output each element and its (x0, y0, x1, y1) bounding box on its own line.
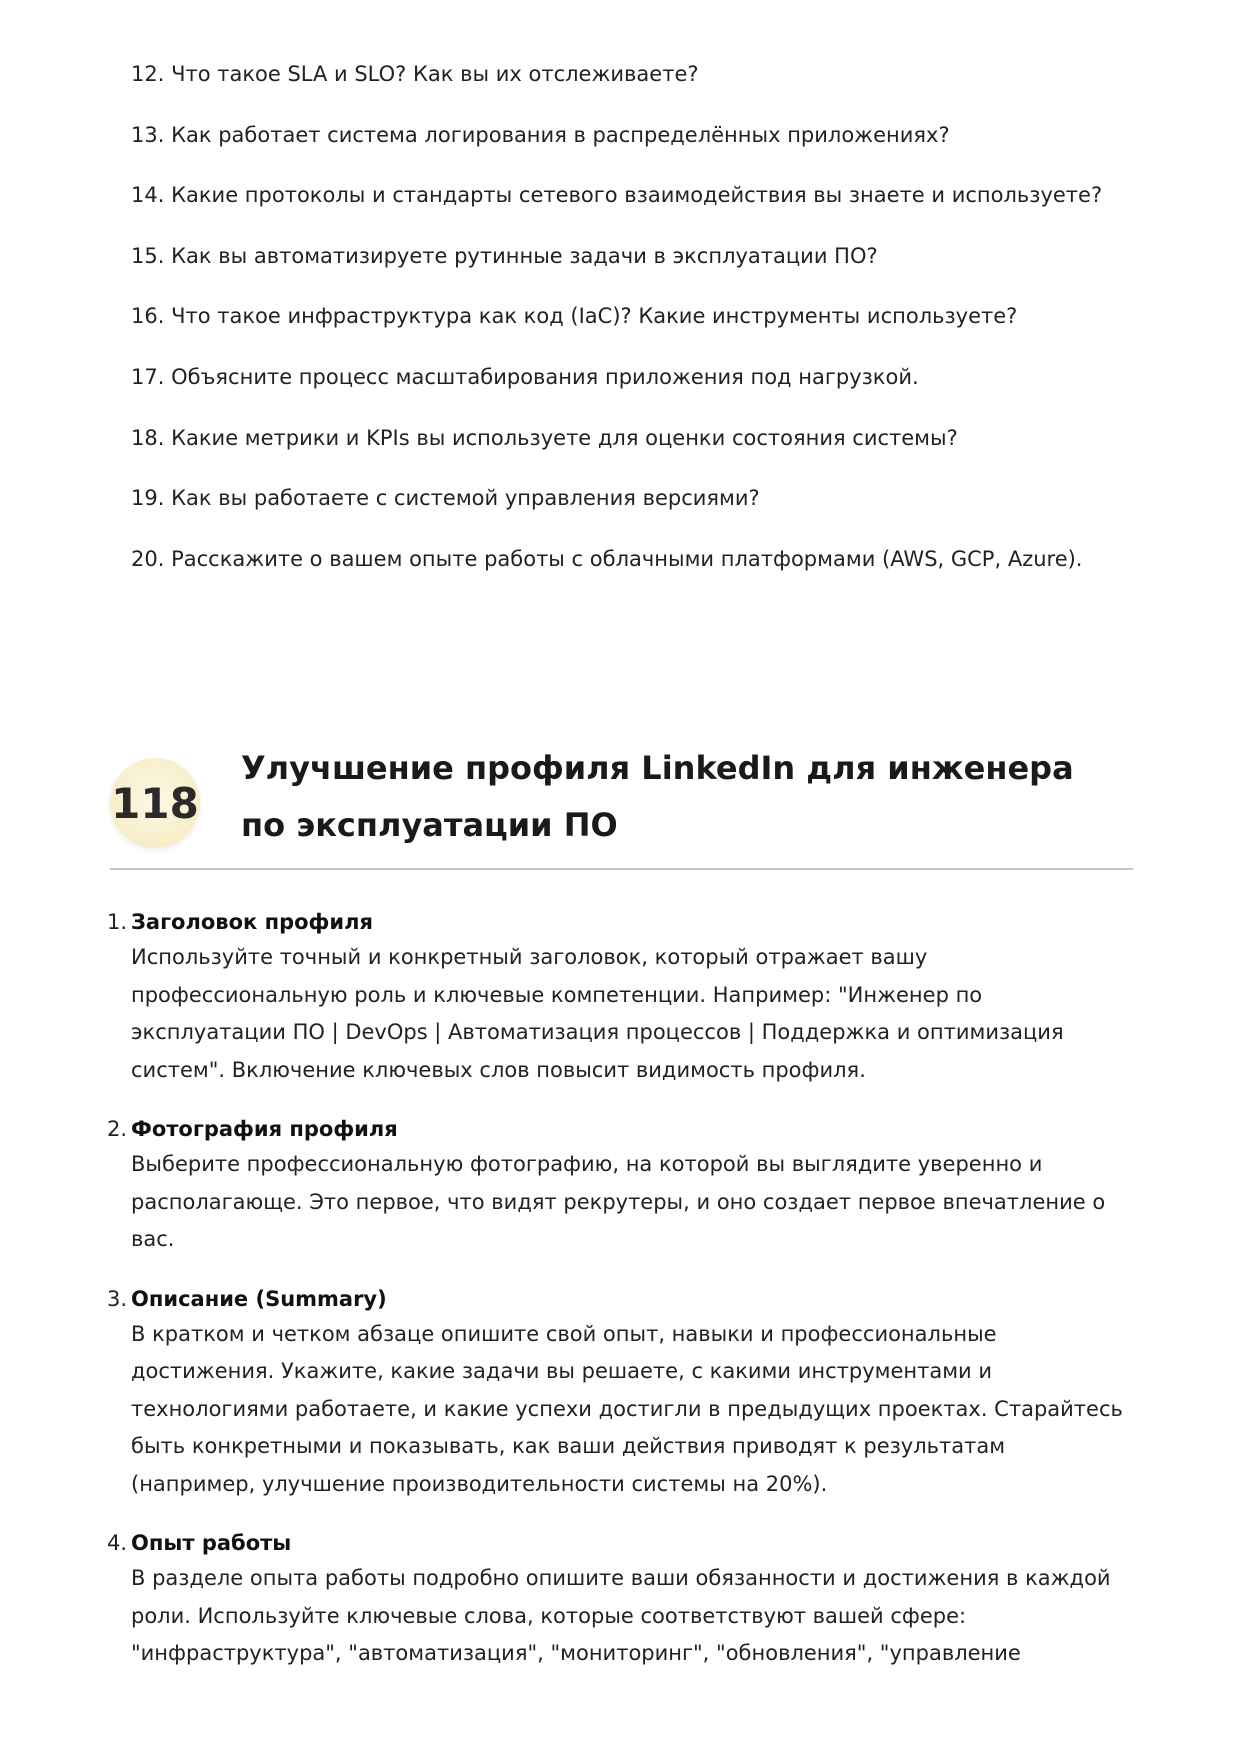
tip-body: Выберите профессиональную фотографию, на которой вы выглядите уверенно и располагающе. Это первое, что видят рекрутеры, и оно создает первое впечатление о вас. (131, 1152, 1106, 1251)
question-item (131, 544, 1131, 574)
question-text: Какие метрики и KPIs вы используете для оценки состояния системы? (171, 425, 958, 450)
question-item (131, 241, 1131, 271)
question-text: Как вы автоматизируете рутинные задачи в эксплуатации ПО? (171, 243, 878, 268)
question-number: 17. (131, 364, 165, 389)
question-number: 12. (131, 62, 165, 86)
tip-heading: Описание (Summary) (131, 1286, 387, 1311)
tip-number: 3. (107, 1286, 128, 1311)
question-number: 20. (131, 546, 165, 571)
section-title: Улучшение профиля LinkedIn для инженера по эксплуатации ПО (241, 749, 1074, 844)
question-item (131, 120, 1131, 150)
tip-body: Используйте точный и конкретный заголовок, который отражает вашу профессиональную роль и ключевые компетенции. Например: "Инженер по эксплуатации ПО | DevOps | Автоматизация процессов | Поддержка и оптимизация систем". Включение ключевых слов повысит видимость профиля. (131, 945, 1064, 1082)
question-text: Как вы работаете с системой управления версиями? (171, 486, 760, 511)
question-text: Что такое SLA и SLO? Как вы их отслеживаете? (171, 62, 699, 86)
section-divider (110, 868, 1133, 870)
question-number: 18. (131, 425, 165, 450)
question-item (131, 423, 1131, 453)
question-item (131, 362, 1131, 392)
question-item (131, 483, 1131, 513)
tip-heading: Заголовок профиля (131, 910, 373, 934)
question-text: Что такое инфраструктура как код (IaC)? Какие инструменты используете? (171, 304, 1018, 329)
tip-heading: Фотография профиля (131, 1117, 398, 1141)
tip-number: 1. (107, 910, 128, 934)
section-number-badge: 118 (110, 758, 200, 848)
tip-item (107, 905, 1131, 1089)
tip-item (107, 1526, 1131, 1673)
linkedin-tips-list (107, 905, 1131, 1696)
tip-body: В разделе опыта работы подробно опишите ваши обязанности и достижения в каждой роли. Используйте ключевые слова, которые соответствуют вашей сфере: "инфраструктура", "автоматизация", "мониторинг", "обновления", "управление (131, 1566, 1111, 1665)
question-text: Расскажите о вашем опыте работы с облачными платформами (AWS, GCP, Azure). (171, 546, 1083, 571)
question-number: 16. (131, 304, 165, 329)
question-text: Как работает система логирования в распределённых приложениях? (171, 122, 950, 147)
tip-heading: Опыт работы (131, 1531, 292, 1555)
question-number: 15. (131, 243, 165, 268)
question-item (131, 59, 1131, 89)
interview-questions-list (131, 59, 1131, 604)
tip-body: В кратком и четком абзаце опишите свой опыт, навыки и профессиональные достижения. Укажите, какие задачи вы решаете, с какими инструментами и технологиями работаете, и какие успехи достигли в предыдущих проектах. Старайтесь быть конкретными и показывать, как ваши действия приводят к результатам (например, улучшение производительности системы на 20%). (131, 1321, 1123, 1496)
tip-item (107, 1112, 1131, 1259)
question-text: Какие протоколы и стандарты сетевого взаимодействия вы знаете и используете? (171, 183, 1103, 208)
question-number: 13. (131, 122, 165, 147)
question-text: Объясните процесс масштабирования приложения под нагрузкой. (171, 364, 919, 389)
tip-number: 2. (107, 1117, 128, 1141)
question-number: 14. (131, 183, 165, 208)
question-item (131, 180, 1131, 210)
tip-number: 4. (107, 1531, 128, 1555)
tip-item (107, 1282, 1131, 1504)
question-item (131, 301, 1131, 331)
question-number: 19. (131, 486, 165, 511)
